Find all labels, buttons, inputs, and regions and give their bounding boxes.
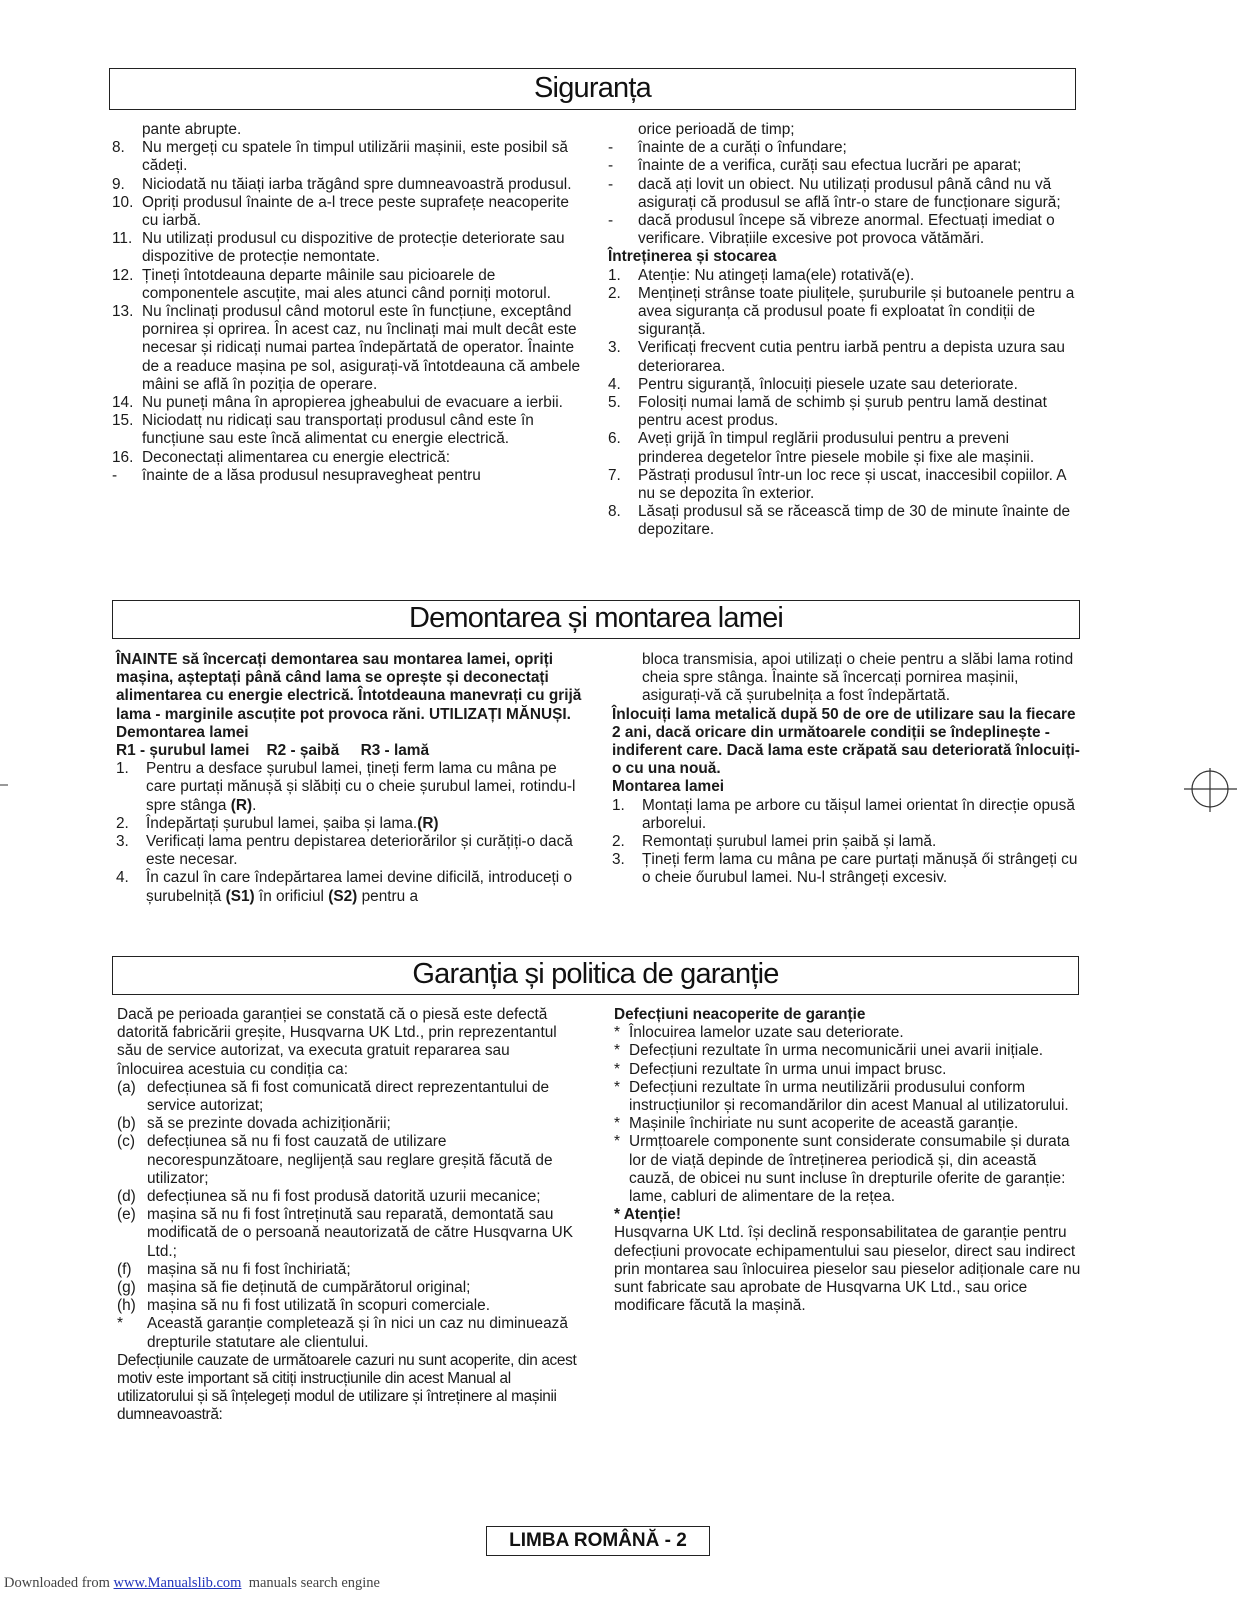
list-marker: (e) xyxy=(117,1206,136,1224)
list-marker: 16. xyxy=(112,448,134,466)
list-text: defecțiunea să nu fi fost cauzată de utilizare necorespunzătoare, neglijență sau reglare greșită făcută de utilizator; xyxy=(147,1133,553,1187)
list-item: 4. În cazul în care îndepărtarea lamei devine dificilă, introduceți o șurubelniță (S1) în orificiul (S2) pentru a xyxy=(116,869,573,905)
list-marker: * xyxy=(614,1042,620,1060)
list-marker: 4. xyxy=(608,375,621,393)
list-marker: 8. xyxy=(112,139,125,157)
list-item xyxy=(614,1133,1084,1206)
list-marker: 6. xyxy=(608,430,621,448)
list-marker: 2. xyxy=(608,284,621,302)
list-text: mașina să nu fi fost întreținută sau reparată, demontată sau modificată de o persoană neautorizată de către Husqvarna UK Ltd.; xyxy=(147,1206,574,1260)
list-text: Defecțiuni rezultate în urma neutilizării produsului conform instrucțiunilor și recomandărilor din acest Manual al utilizatorului. xyxy=(629,1078,1069,1115)
blade-replace-warning: Înlocuiți lama metalică după 50 de ore de utilizare sau la fiecare 2 ani, dacă oricare din următoarele condiții se îndeplinește - indiferent care. Dacă lama este crăpată sau deteriorată înlocuiți-o cu una nouă. xyxy=(612,705,1080,778)
section-title-warranty: Garanția și politica de garanție xyxy=(112,956,1079,995)
list-text: Această garanție completează și în nici un caz nu diminuează drepturile statutare ale clientului. xyxy=(147,1315,568,1351)
list-item xyxy=(112,449,582,467)
list-text: Atenție: Nu atingeți lama(ele) rotativă(e). xyxy=(638,266,915,284)
safety-left-column xyxy=(112,121,582,485)
list-text: Nu înclinați produsul când motorul este în funcțiune, exceptând pornirea și oprirea. În acest caz, nu înclinați mai mult decât este necesar și ridicați numai partea îndepărtată de operator. Înainte de a readuce mașina pe sol, asigurați-vă întotdeauna că ambele mâini se află în poziția de operare. xyxy=(142,303,581,393)
list-text: dacă ați lovit un obiect. Nu utilizați produsul până când nu vă asigurați că produsul se află într-o stare de funcționare sigură; xyxy=(638,175,1061,211)
list-text: Verificați frecvent cutia pentru iarbă pentru a depista uzura sau deteriorarea. xyxy=(638,339,1065,375)
list-marker: * xyxy=(117,1315,123,1333)
list-marker: 7. xyxy=(608,466,621,484)
list-marker: - xyxy=(608,212,614,230)
safety-right-dash-list xyxy=(608,139,1078,248)
list-item xyxy=(608,376,1078,394)
download-prefix: Downloaded from xyxy=(4,1575,114,1591)
list-item xyxy=(608,139,1078,157)
list-text: defecțiunea să nu fi fost produsă datorită uzurii mecanice; xyxy=(147,1188,541,1206)
blade-right-column xyxy=(612,651,1082,888)
list-text: Niciodată nu tăiați iarba trăgând spre dumneavoastră produsul. xyxy=(142,175,572,193)
list-text: înainte de a curăți o înfundare; xyxy=(638,139,847,157)
list-text: Mașinile închiriate nu sunt acoperite de această garanție. xyxy=(629,1115,1019,1133)
blade-left-column xyxy=(116,651,586,906)
list-text: Defecțiuni rezultate în urma unui impact brusc. xyxy=(629,1060,947,1078)
list-item xyxy=(117,1261,577,1279)
list-marker: 10. xyxy=(112,193,134,211)
list-marker: 12. xyxy=(112,266,134,284)
list-text: să se prezinte dovada achiziționării; xyxy=(147,1115,391,1133)
list-item xyxy=(112,230,582,266)
blade-warning: ÎNAINTE să încercați demontarea sau montarea lamei, opriți mașina, așteptați până când lama se oprește și deconectați alimentarea cu energie electrică. Întotdeauna manevrați cu grijă lama - marginile ascuțite pot provoca răni. UTILIZAȚI MĂNUȘI. xyxy=(116,651,582,723)
warranty-outro: Defecțiunile cauzate de următoarele cazuri nu sunt acoperite, din acest motiv este important să citiți instrucțiunile din acest Manual al utilizatorului și să înțelegeți modul de utilizare și întreținere al mașinii dumneavoastră: xyxy=(117,1351,577,1424)
list-marker: 5. xyxy=(608,394,621,412)
list-item xyxy=(112,412,582,448)
list-marker: 2. xyxy=(612,833,625,851)
list-item: 2. Îndepărtați șurubul lamei, șaiba și lama.(R) xyxy=(116,814,439,832)
list-text: înainte de a lăsa produsul nesupravegheat pentru xyxy=(142,466,481,484)
list-item xyxy=(608,176,1078,212)
list-item xyxy=(117,1079,577,1115)
download-footer xyxy=(4,1575,380,1592)
list-item xyxy=(112,303,582,394)
list-marker: (a) xyxy=(117,1078,136,1096)
list-marker: - xyxy=(112,466,118,484)
section-title-safety: Siguranța xyxy=(109,68,1076,110)
list-text: mașina să nu fi fost închiriată; xyxy=(147,1260,351,1278)
list-marker: 13. xyxy=(112,303,134,321)
list-item xyxy=(112,267,582,303)
attention-heading: * Atenție! xyxy=(614,1206,681,1224)
list-item xyxy=(608,430,1078,466)
list-item xyxy=(112,194,582,230)
list-item xyxy=(112,139,582,175)
list-text: mașina să fie deținută de cumpărătorul original; xyxy=(147,1279,471,1297)
list-text: dacă produsul începe să vibreze anormal. Efectuați imediat o verificare. Vibrațiile excesive pot provoca vătămări. xyxy=(638,212,1055,248)
warranty-conditions-list xyxy=(117,1079,577,1352)
list-marker: 1. xyxy=(608,266,621,284)
list-marker: (f) xyxy=(117,1260,132,1278)
list-text: Înlocuirea lamelor uzate sau deteriorate. xyxy=(629,1024,904,1042)
list-text: înainte de a verifica, curăți sau efectua lucrări pe aparat; xyxy=(638,157,1022,175)
list-item: 1. Pentru a desface șurubul lamei, țineți ferm lama cu mâna pe care purtați mănușă și slăbiți cu o cheie șurubul lamei, rotindu-l spre stânga (R). xyxy=(116,760,576,814)
list-marker: 8. xyxy=(608,503,621,521)
warranty-right-column xyxy=(614,1006,1084,1315)
list-item xyxy=(608,285,1078,340)
list-text: Păstrați produsul într-un loc rece și uscat, inaccesibil copiilor. A nu se depozita în exterior. xyxy=(638,466,1066,503)
list-item xyxy=(608,467,1078,503)
download-suffix: manuals search engine xyxy=(241,1575,380,1591)
blade-fitting-heading: Montarea lamei xyxy=(612,778,725,796)
list-marker: 9. xyxy=(112,175,125,193)
maintenance-heading: Întreținerea și stocarea xyxy=(608,248,777,266)
safety-left-list xyxy=(112,139,582,485)
warranty-intro: Dacă pe perioada garanției se constată că o piesă este defectă datorită fabricării greșite, Husqvarna UK Ltd., prin reprezentantul său de service autorizat, va executa gratuit repararea sau înlocuirea acestuia cu condiția ca: xyxy=(117,1006,557,1078)
list-item xyxy=(117,1188,577,1206)
list-marker: 11. xyxy=(112,230,133,248)
list-text: Pentru siguranță, înlocuiți piesele uzate sau deteriorate. xyxy=(638,375,1018,393)
list-marker: 3. xyxy=(608,339,621,357)
list-marker: * xyxy=(614,1060,620,1078)
blade-removal-heading: Demontarea lamei xyxy=(116,723,249,741)
list-marker: * xyxy=(614,1115,620,1133)
list-item xyxy=(117,1206,577,1261)
list-item xyxy=(614,1061,1084,1079)
section-title-blade: Demontarea și montarea lamei xyxy=(112,600,1080,639)
list-marker: - xyxy=(608,139,614,157)
blade-removal-continued: bloca transmisia, apoi utilizați o cheie pentru a slăbi lama rotind cheia spre stânga. Înainte să încercați pornirea mașinii, asigurați-vă că șurubelnița a fost îndepărtată. xyxy=(642,651,1074,705)
list-text: Remontați șurubul lamei prin șaibă și lamă. xyxy=(642,833,937,851)
list-item: 3. Verificați lama pentru depistarea deteriorărilor și curățiți-o dacă este necesar. xyxy=(116,833,573,869)
list-marker: 3. xyxy=(612,851,625,869)
list-item xyxy=(614,1079,1084,1115)
blade-parts-legend: R1 - șurubul lamei R2 - șaibă R3 - lamă xyxy=(116,742,430,760)
safety-right-lead: orice perioadă de timp; xyxy=(638,121,795,138)
page-number-label: LIMBA ROMÂNĂ - 2 xyxy=(486,1526,710,1556)
list-text: Lăsați produsul să se răcească timp de 30 de minute înainte de depozitare. xyxy=(638,503,1071,539)
list-item xyxy=(612,797,1082,833)
not-covered-list xyxy=(614,1024,1084,1206)
crop-tick-icon xyxy=(0,783,10,787)
list-marker: (b) xyxy=(117,1115,136,1133)
list-marker: 15. xyxy=(112,412,134,430)
list-marker: (c) xyxy=(117,1133,135,1151)
list-text: Nu puneți mâna în apropierea jgheabului de evacuare a ierbii. xyxy=(142,394,563,412)
list-text: Montați lama pe arbore cu tăișul lamei orientat în direcție opusă arborelui. xyxy=(642,796,1075,832)
blade-fitting-list xyxy=(612,797,1082,888)
warranty-disclaimer: Husqvarna UK Ltd. își declină responsabilitatea de garanție pentru defecțiuni provocate echipamentului sau pieselor, direct sau indirect prin montarea sau înlocuirea pieselor sau pieselor adiționale care nu sunt fabricate sau aprobate de Husqvarna UK Ltd., sau orice modificare făcută la mașină. xyxy=(614,1224,1081,1315)
list-marker: 1. xyxy=(612,796,625,814)
list-marker: * xyxy=(614,1078,620,1096)
list-item xyxy=(614,1115,1084,1133)
list-item xyxy=(112,467,582,485)
list-text: Opriți produsul înainte de a-l trece peste suprafețe neacoperite cu iarbă. xyxy=(142,193,569,230)
list-marker: (h) xyxy=(117,1297,136,1315)
safety-left-lead: pante abrupte. xyxy=(142,121,242,138)
list-item xyxy=(612,833,1082,851)
list-text: Defecțiuni rezultate în urma necomunicării unei avarii inițiale. xyxy=(629,1042,1044,1060)
list-marker: 14. xyxy=(112,394,134,412)
list-text: Niciodatț nu ridicați sau transportați produsul când este în funcțiune sau este încă alimentat cu energie electrică. xyxy=(142,412,534,448)
list-text: Țineți ferm lama cu mâna pe care purtați mănușă ői strângeți cu o cheie őurubul lamei. Nu-l strângeți excesiv. xyxy=(642,851,1078,887)
crop-mark-icon xyxy=(1180,768,1237,812)
list-item xyxy=(117,1315,577,1351)
manualslib-link[interactable]: www.Manualslib.com xyxy=(113,1575,242,1591)
not-covered-heading: Defecțiuni neacoperite de garanție xyxy=(614,1006,866,1023)
safety-right-column xyxy=(608,121,1078,540)
list-item xyxy=(608,339,1078,375)
list-text: Nu mergeți cu spatele în timpul utilizării mașinii, este posibil să cădeți. xyxy=(142,139,568,175)
list-marker: - xyxy=(608,157,614,175)
list-marker: * xyxy=(614,1133,620,1151)
list-marker: * xyxy=(614,1024,620,1042)
list-item xyxy=(117,1133,577,1188)
list-item xyxy=(112,176,582,194)
list-item xyxy=(614,1042,1084,1060)
list-text: Țineți întotdeauna departe mâinile sau picioarele de componentele ascuțite, mai ales atunci când porniți motorul. xyxy=(142,266,551,302)
list-text: Mențineți strânse toate piulițele, șuruburile și butoanele pentru a avea siguranța că produsul poate fi exploatat în condiții de siguranță. xyxy=(638,284,1075,339)
list-text: defecțiunea să fi fost comunicată direct reprezentantului de service autorizat; xyxy=(147,1078,550,1115)
list-item xyxy=(117,1279,577,1297)
list-item xyxy=(117,1297,577,1315)
list-marker: (d) xyxy=(117,1188,136,1206)
list-text: Folosiți numai lamă de schimb și șurub pentru lamă destinat pentru acest produs. xyxy=(638,394,1047,430)
list-text: Deconectați alimentarea cu energie electrică: xyxy=(142,448,450,466)
list-item xyxy=(608,394,1078,430)
list-item xyxy=(608,503,1078,539)
list-marker: - xyxy=(608,175,614,193)
warranty-left-column xyxy=(117,1006,577,1425)
list-item xyxy=(612,851,1082,887)
maintenance-list xyxy=(608,267,1078,540)
list-text: Urmțtoarele componente sunt considerate consumabile și durata lor de viață depinde de întreținerea periodică și, din această cauză, de obicei nu sunt incluse în drepturile oferite de garanție: lame, cabluri de alimentare de la rețea. xyxy=(629,1133,1070,1206)
list-item xyxy=(608,157,1078,175)
list-text: mașina să nu fi fost utilizată în scopuri comerciale. xyxy=(147,1297,491,1315)
list-item xyxy=(608,267,1078,285)
list-item xyxy=(112,394,582,412)
list-item xyxy=(614,1024,1084,1042)
list-marker: (g) xyxy=(117,1279,136,1297)
list-text: Aveți grijă în timpul reglării produsului pentru a preveni prinderea degetelor între piesele mobile și fixe ale mașinii. xyxy=(638,430,1035,466)
list-item xyxy=(608,212,1078,248)
list-item xyxy=(117,1115,577,1133)
list-text: Nu utilizați produsul cu dispozitive de protecție deteriorate sau dispozitive de protecție nemontate. xyxy=(142,230,565,266)
